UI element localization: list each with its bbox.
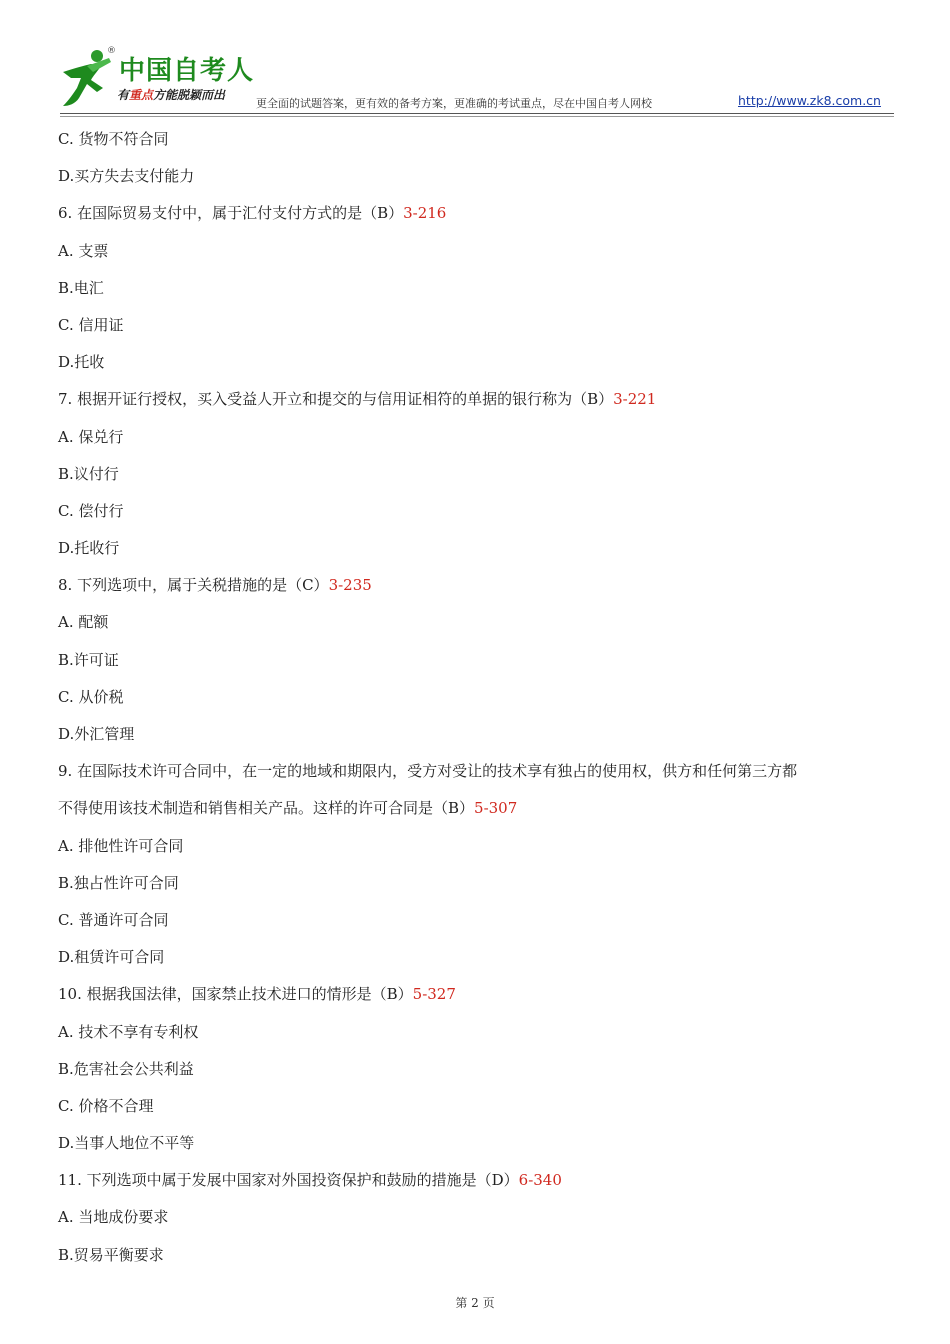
line-text: B.贸易平衡要求 <box>58 1245 164 1264</box>
answer-option <box>58 121 898 158</box>
answer-option <box>58 939 898 976</box>
answer-option <box>58 1237 898 1274</box>
question-text <box>58 976 898 1013</box>
header-divider <box>60 113 894 114</box>
running-person-logo-icon <box>57 48 113 108</box>
answer-option <box>58 865 898 902</box>
line-text: B.电汇 <box>58 278 104 297</box>
question-text-continued <box>58 790 898 827</box>
answer-option <box>58 716 898 753</box>
answer-option <box>58 642 898 679</box>
page-reference: 3-216 <box>403 204 447 223</box>
line-text: C. 信用证 <box>58 315 124 334</box>
answer-option <box>58 828 898 865</box>
question-text <box>58 753 898 790</box>
line-text: 9. 在国际技术许可合同中，在一定的地域和期限内，受方对受让的技术享有独占的使用权，供方和任何第三方都 <box>58 762 798 781</box>
answer-option <box>58 1199 898 1236</box>
line-text: D.托收 <box>58 353 105 372</box>
line-text: C. 从价税 <box>58 687 124 706</box>
answer-option <box>58 307 898 344</box>
line-text: 11. 下列选项中属于发展中国家对外国投资保护和鼓励的措施是（D） <box>58 1171 519 1190</box>
answer-option <box>58 344 898 381</box>
answer-option <box>58 604 898 641</box>
page-reference: 3-235 <box>328 576 372 595</box>
answer-option <box>58 233 898 270</box>
answer-option <box>58 530 898 567</box>
answer-option <box>58 270 898 307</box>
page-number: 第 2 页 <box>455 1296 495 1310</box>
question-list <box>58 121 898 1274</box>
question-text <box>58 567 898 604</box>
answer-option <box>58 679 898 716</box>
line-text: C. 偿付行 <box>58 501 124 520</box>
question-text <box>58 195 898 232</box>
line-text: B.独占性许可合同 <box>58 873 179 892</box>
line-text: B.危害社会公共利益 <box>58 1059 194 1078</box>
answer-option <box>58 1088 898 1125</box>
registered-mark: ® <box>107 46 116 56</box>
page-reference: 6-340 <box>518 1171 562 1190</box>
header-slogan: 更全面的试题答案，更有效的备考方案，更准确的考试重点，尽在中国自考人网校 <box>256 97 652 110</box>
line-text: 不得使用该技术制造和销售相关产品。这样的许可合同是（B） <box>58 799 475 818</box>
answer-option <box>58 158 898 195</box>
site-logo[interactable] <box>55 42 255 112</box>
logo-name: 中国自考人 <box>119 56 255 86</box>
line-text: D.托收行 <box>58 539 120 558</box>
line-text: A. 当地成份要求 <box>58 1208 169 1227</box>
line-text: 8. 下列选项中，属于关税措施的是（C） <box>58 576 329 595</box>
page-reference: 5-307 <box>474 799 518 818</box>
line-text: A. 排他性许可合同 <box>58 836 184 855</box>
answer-option <box>58 1051 898 1088</box>
header-divider-secondary <box>60 116 894 117</box>
question-text <box>58 1162 898 1199</box>
line-text: A. 配额 <box>58 613 109 632</box>
page-reference: 3-221 <box>613 390 657 409</box>
line-text: D.外汇管理 <box>58 725 135 743</box>
answer-option <box>58 456 898 493</box>
line-text: D.租赁许可合同 <box>58 948 165 967</box>
line-text: C. 价格不合理 <box>58 1096 154 1115</box>
answer-option <box>58 1125 898 1162</box>
line-text: B.许可证 <box>58 650 119 669</box>
line-text: A. 支票 <box>58 241 109 260</box>
line-text: B.议付行 <box>58 464 119 483</box>
line-text: A. 技术不享有专利权 <box>58 1022 199 1041</box>
question-text <box>58 381 898 418</box>
line-text: 6. 在国际贸易支付中，属于汇付支付方式的是（B） <box>58 204 404 223</box>
line-text: D.当事人地位不平等 <box>58 1134 195 1153</box>
line-text: 10. 根据我国法律，国家禁止技术进口的情形是（B） <box>58 985 413 1004</box>
site-link[interactable]: http://www.zk8.com.cn <box>738 93 881 108</box>
answer-option <box>58 902 898 939</box>
page-reference: 5-327 <box>412 985 456 1004</box>
line-text: C. 货物不符合同 <box>58 130 169 148</box>
answer-option <box>58 419 898 456</box>
line-text: D.买方失去支付能力 <box>58 167 195 186</box>
line-text: A. 保兑行 <box>58 427 124 446</box>
page-header <box>55 42 895 116</box>
line-text: 7. 根据开证行授权，买入受益人开立和提交的与信用证相符的单据的银行称为（B） <box>58 390 614 409</box>
line-text: C. 普通许可合同 <box>58 910 169 929</box>
answer-option <box>58 1014 898 1051</box>
logo-tagline: 有重点方能脱颖而出 <box>117 88 226 102</box>
answer-option <box>58 493 898 530</box>
